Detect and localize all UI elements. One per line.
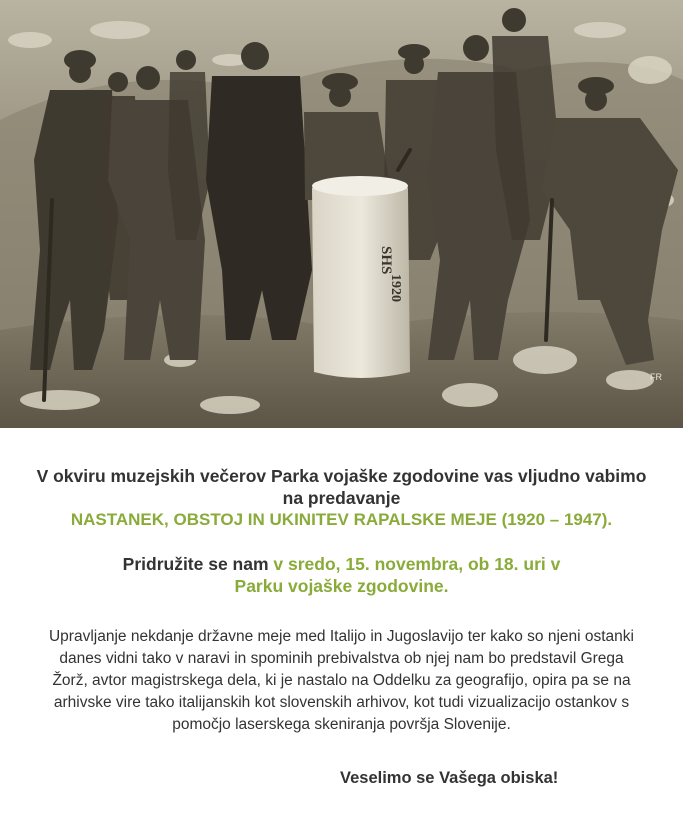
event-date-time: v sredo, 15. novembra, ob 18. uri v bbox=[273, 554, 561, 574]
event-location: Parku vojaške zgodovine. bbox=[234, 576, 449, 596]
join-prefix: Pridružite se nam bbox=[122, 554, 269, 574]
invitation-intro: V okviru muzejskih večerov Parka vojaške zgodovine vas vljudno vabimo na predavanje bbox=[36, 466, 647, 508]
event-details bbox=[30, 553, 653, 597]
photo-corner-mark: FR bbox=[650, 372, 662, 382]
stone-inscription-year: 1920 bbox=[388, 274, 403, 302]
closing-line: Veselimo se Vašega obiska! bbox=[340, 769, 559, 787]
stone-inscription-shs: SHS bbox=[378, 246, 394, 275]
invitation bbox=[0, 465, 683, 788]
lecture-title: NASTANEK, OBSTOJ IN UKINITEV RAPALSKE MEJE (1920 – 1947). bbox=[70, 510, 613, 529]
lecture-description: Upravljanje nekdanje državne meje med Italijo in Jugoslavijo ter kako so njeni ostanki danes vidni tako v naravi in spominih prebivalstva ob njej nam bo predstavil Grega Žorž, avtor magistrskega dela, ki je nastalo na Oddelku za geografijo, opira pa se na arhivske vire tako italijanskih kot slovenskih arhivov, kot tudi vizualizacijo ostankov s pomočjo laserskega skeniranja površja Slovenije. bbox=[48, 628, 634, 733]
